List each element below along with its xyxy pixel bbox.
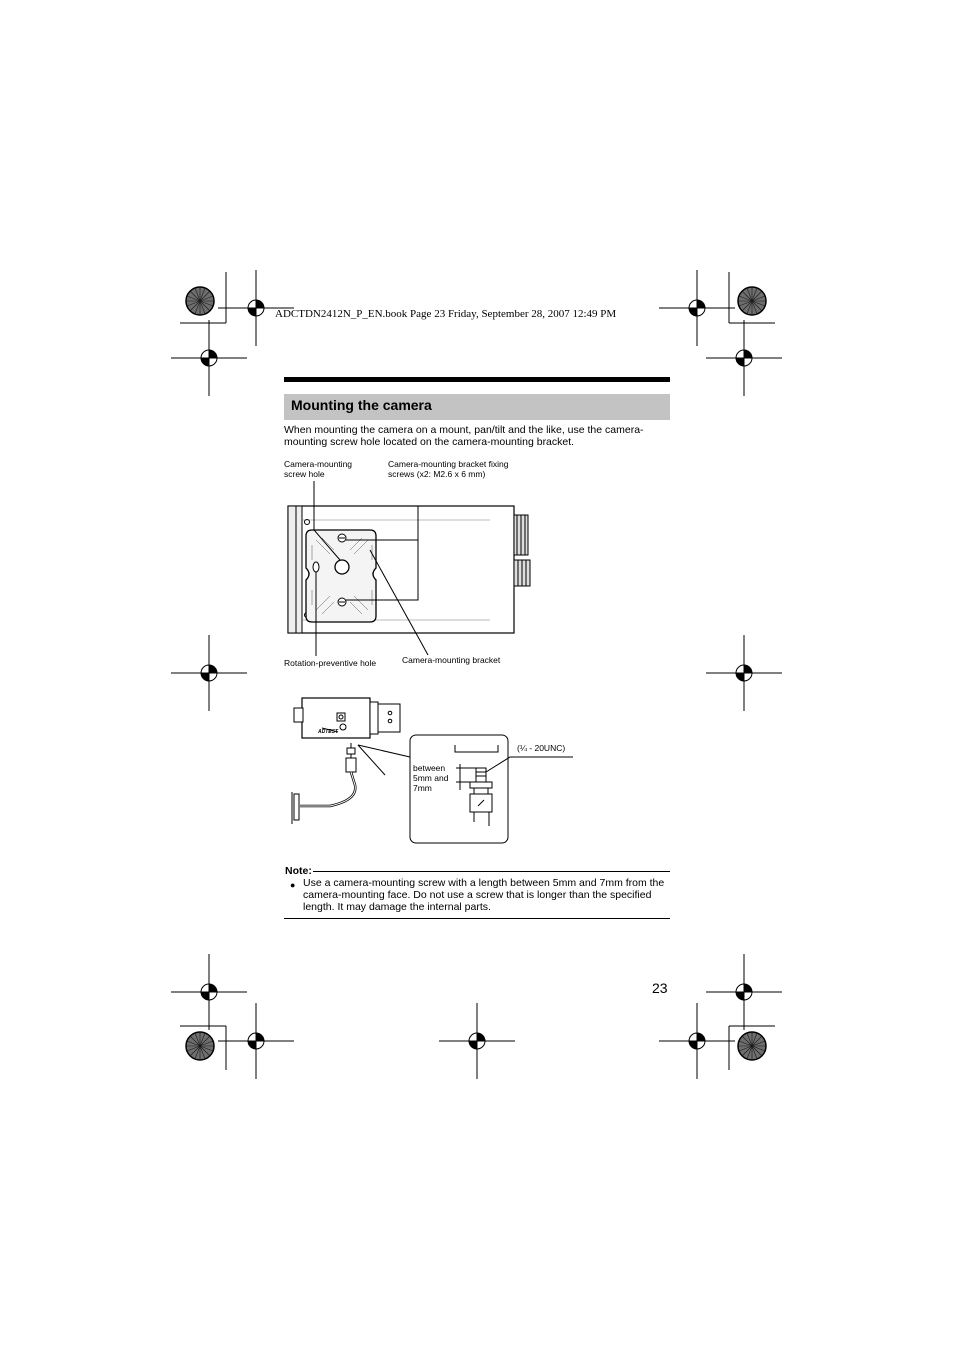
note-rule — [313, 871, 670, 872]
label-length: between 5mm and 7mm — [413, 763, 449, 793]
label-screw-hole: Camera-mounting screw hole — [284, 459, 353, 479]
note-title: Note: — [285, 865, 312, 877]
section-title: Mounting the camera — [291, 397, 432, 413]
print-header: ADCTDN2412N_P_EN.book Page 23 Friday, September 28, 2007 12:49 PM — [275, 308, 617, 320]
label-fixing-screws: Camera-mounting bracket fixing screws (x2: M2.6 x 6 mm) — [388, 459, 509, 479]
note-bottom-rule — [284, 918, 670, 919]
brand-mark: ADTEST — [318, 729, 338, 735]
note-text: Use a camera-mounting screw with a length between 5mm and 7mm from the camera-mounting face. Do not use a screw that is longer than the specified length. It may damage the internal parts. — [303, 877, 665, 913]
page-number: 23 — [652, 980, 668, 996]
note-bullet: ● — [290, 880, 296, 890]
label-rotation-hole: Rotation-preventive hole — [284, 658, 377, 668]
intro-paragraph: When mounting the camera on a mount, pan/tilt and the like, use the camera-mounting screw hole located on the camera-mounting bracket. — [284, 424, 644, 448]
label-thread: (¼ - 20UNC) — [517, 743, 566, 753]
label-bracket: Camera-mounting bracket — [402, 655, 501, 665]
